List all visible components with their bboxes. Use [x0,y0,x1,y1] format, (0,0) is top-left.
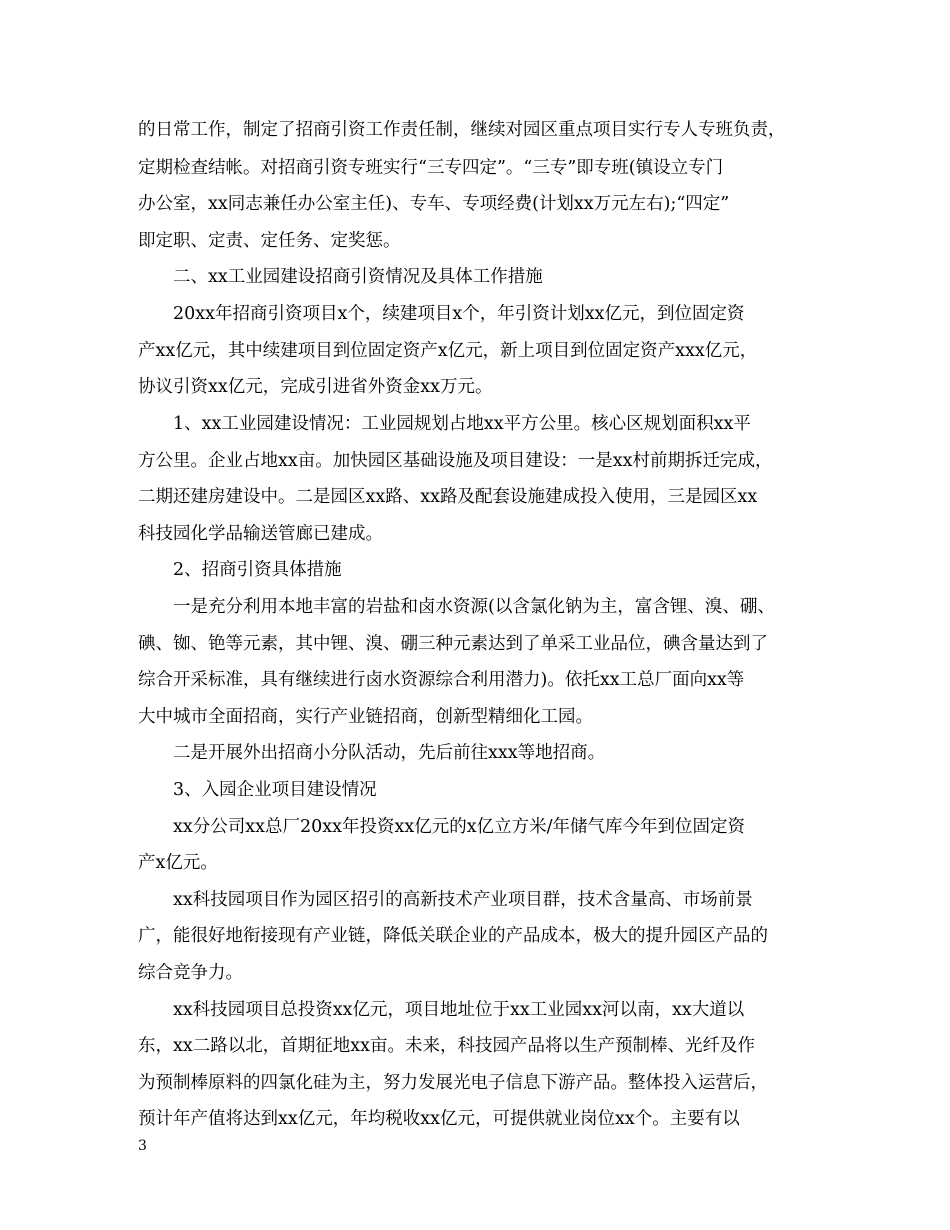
text-line: xx分公司xx总厂20xx年投资xx亿元的x亿立方米/年储气库今年到位固定资 [173,817,745,837]
section-heading: 3、入园企业项目建设情况 [173,780,377,800]
text-line: 方公里。企业占地xx亩。加快园区基础设施及项目建设：一是xx村前期拆迁完成， [138,451,773,471]
text-line: xx科技园项目作为园区招引的高新技术产业项目群，技术含量高、市场前景 [173,890,753,910]
text-line: 科技园化学品输送管廊已建成。 [138,524,383,544]
text-line: 定期检查结帐。对招商引资专班实行“三专四定”。“三专”即专班(镇设立专门 [138,158,724,178]
text-line: 预计年产值将达到xx亿元，年均税收xx亿元，可提供就业岗位xx个。主要有以 [138,1109,740,1129]
text-line: xx科技园项目总投资xx亿元，项目地址位于xx工业园xx河以南，xx大道以 [173,1000,745,1020]
text-line: 综合开采标准，具有继续进行卤水资源综合利用潜力)。依托xx工总厂面向xx等 [138,670,745,690]
text-line: 为预制棒原料的四氯化硅为主，努力发展光电子信息下游产品。整体投入运营后， [138,1073,768,1093]
text-line: 二期还建房建设中。二是园区xx路、xx路及配套设施建成投入使用，三是园区xx [138,487,758,507]
text-line: 办公室，xx同志兼任办公室主任)、专车、专项经费(计划xx万元左右);“四定” [138,194,730,214]
text-line: 广，能很好地衔接现有产业链，降低关联企业的产品成本，极大的提升园区产品的 [138,926,768,946]
section-heading: 二、xx工业园建设招商引资情况及具体工作措施 [173,267,543,287]
text-line: 即定职、定责、定任务、定奖惩。 [138,231,401,251]
text-line: 产x亿元。 [138,853,218,873]
text-line: 大中城市全面招商，实行产业链招商，创新型精细化工园。 [138,707,593,727]
text-line: 20xx年招商引资项目x个，续建项目x个，年引资计划xx亿元，到位固定资 [173,304,745,324]
text-line: 一是充分利用本地丰富的岩盐和卤水资源(以含氯化钠为主，富含锂、溴、硼、 [173,597,775,617]
text-line: 产xx亿元，其中续建项目到位固定资产x亿元，新上项目到位固定资产xxx亿元， [138,341,758,361]
page-number: 3 [138,1138,147,1154]
text-line: 碘、铷、铯等元素，其中锂、溴、硼三种元素达到了单采工业品位，碘含量达到了 [138,634,768,654]
text-line: 1、xx工业园建设情况：工业园规划占地xx平方公里。核心区规划面积xx平 [173,414,751,434]
section-heading: 2、招商引资具体措施 [173,560,342,580]
text-line: 综合竞争力。 [138,963,243,983]
text-line: 协议引资xx亿元，完成引进省外资金xx万元。 [138,377,493,397]
text-line: 的日常工作，制定了招商引资工作责任制，继续对园区重点项目实行专人专班负责， [138,120,786,140]
text-line: 东，xx二路以北，首期征地xx亩。未来，科技园产品将以生产预制棒、光纤及作 [138,1036,755,1056]
text-line: 二是开展外出招商小分队活动，先后前往xxx等地招商。 [173,743,606,763]
